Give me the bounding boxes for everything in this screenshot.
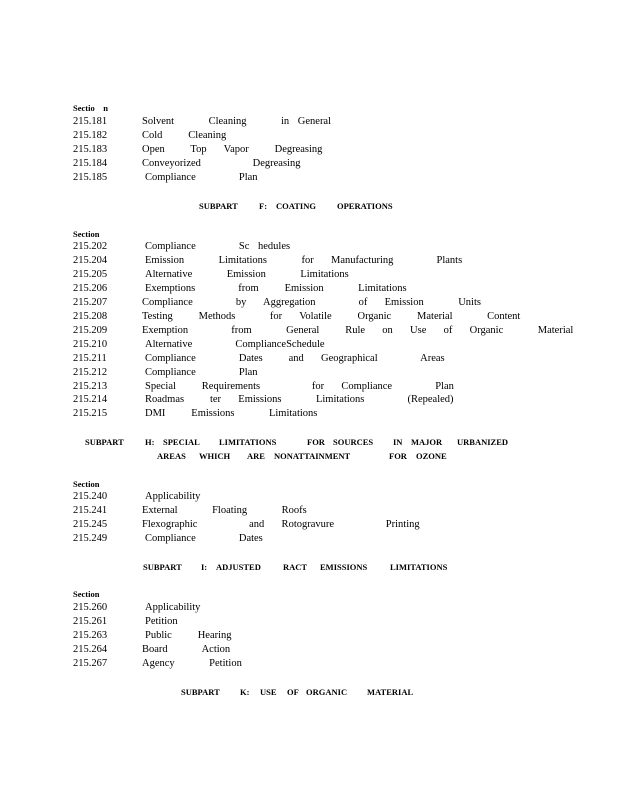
- toc-entry: [0, 240, 618, 254]
- toc-entry: [0, 352, 618, 366]
- section-title: Petition: [145, 616, 178, 627]
- section-title: Compliance Dates: [145, 533, 263, 544]
- section-number: 215.213: [73, 381, 108, 392]
- section-title: Cold Cleaning: [142, 130, 227, 141]
- subpart-word: OPERATIONS: [337, 201, 393, 211]
- section-number: 215.209: [73, 325, 108, 336]
- section-title: Emission Limitations for Manufacturing Plants: [145, 255, 463, 266]
- subpart-word: LIMITATIONS: [390, 562, 448, 572]
- toc-entry: [0, 393, 618, 407]
- section-heading: Section: [73, 479, 100, 489]
- section-number: 215.182: [73, 130, 108, 141]
- subpart-heading-h: [0, 435, 618, 449]
- toc-entry: [0, 157, 618, 171]
- toc-entry: [0, 254, 618, 268]
- subpart-word: SUBPART: [85, 437, 124, 447]
- toc-entry: [0, 407, 618, 421]
- section-title: Agency Petition: [142, 658, 242, 669]
- section-title: Applicability: [145, 602, 201, 613]
- subpart-word: H:: [145, 437, 155, 447]
- subpart-word: USE: [260, 687, 277, 697]
- section-number: 215.204: [73, 255, 108, 266]
- subpart-word: LIMITATIONS: [219, 437, 277, 447]
- section-number: 215.264: [73, 644, 108, 655]
- toc-entry: [0, 324, 618, 338]
- subpart-heading-k: [0, 685, 618, 699]
- section-title: Testing Methods for Volatile Organic Material Content: [142, 311, 521, 322]
- section-title: Open Top Vapor Degreasing: [142, 144, 323, 155]
- section-number: 215.208: [73, 311, 108, 322]
- subpart-word: K:: [240, 687, 250, 697]
- toc-entry: [0, 657, 618, 671]
- section-title: Alternative ComplianceSchedule: [145, 339, 325, 350]
- section-number: 215.183: [73, 144, 108, 155]
- toc-entry: [0, 366, 618, 380]
- toc-entry: [0, 282, 618, 296]
- section-number: 215.207: [73, 297, 108, 308]
- section-number: 215.249: [73, 533, 108, 544]
- section-number: 215.215: [73, 408, 108, 419]
- subpart-word: SPECIAL: [163, 437, 200, 447]
- toc-entry: [0, 143, 618, 157]
- subpart-word: COATING: [276, 201, 316, 211]
- section-title: Flexographic and Rotogravure Printing: [142, 519, 420, 530]
- toc-entry: [0, 504, 618, 518]
- toc-entry: [0, 629, 618, 643]
- section-heading: Section: [73, 229, 100, 239]
- section-number: 215.245: [73, 519, 108, 530]
- section-heading: Sectio n: [73, 103, 108, 113]
- section-title: Compliance Dates and Geographical Areas: [145, 353, 445, 364]
- toc-entry: [0, 643, 618, 657]
- toc-entry: [0, 129, 618, 143]
- toc-entry: [0, 518, 618, 532]
- section-title: Solvent Cleaning in General: [142, 116, 332, 127]
- toc-entry: [0, 380, 618, 394]
- subpart-word: SUBPART: [143, 562, 182, 572]
- toc-entry: [0, 171, 618, 185]
- section-title: External Floating Roofs: [142, 505, 307, 516]
- subpart-word: FOR: [389, 451, 407, 461]
- subpart-word: MAJOR: [411, 437, 443, 447]
- section-number: 215.210: [73, 339, 108, 350]
- section-number: 215.184: [73, 158, 108, 169]
- subpart-word: EMISSIONS: [320, 562, 368, 572]
- toc-entry: [0, 338, 618, 352]
- subpart-word: I:: [201, 562, 208, 572]
- subpart-word: F:: [259, 201, 268, 211]
- subpart-word: NONATTAINMENT: [274, 451, 351, 461]
- section-title: Compliance by Aggregation of Emission Units: [142, 297, 481, 308]
- section-title: Public Hearing: [145, 630, 232, 641]
- section-number: 215.241: [73, 505, 108, 516]
- section-title: Roadmas ter Emissions Limitations (Repealed): [145, 394, 454, 405]
- subpart-word: SUBPART: [181, 687, 220, 697]
- section-number: 215.260: [73, 602, 108, 613]
- subpart-word: WHICH: [199, 451, 231, 461]
- section-title: Conveyorized Degreasing: [142, 158, 301, 169]
- section-heading: Section: [73, 589, 100, 599]
- toc-entry: [0, 268, 618, 282]
- section-title: Exemptions from Emission Limitations: [145, 283, 407, 294]
- section-title: Exemption from General Rule on Use of Organic Material: [142, 325, 574, 336]
- section-number: 215.263: [73, 630, 108, 641]
- section-number: 215.240: [73, 491, 108, 502]
- section-number: 215.202: [73, 241, 108, 252]
- toc-entry: [0, 601, 618, 615]
- subpart-word: SUBPART: [199, 201, 238, 211]
- section-title: Board Action: [142, 644, 231, 655]
- toc-entry: [0, 296, 618, 310]
- subpart-word: FOR: [307, 437, 325, 447]
- section-number: 215.214: [73, 394, 108, 405]
- subpart-heading-i: [0, 560, 618, 574]
- subpart-word: AREAS: [157, 451, 186, 461]
- section-number: 215.267: [73, 658, 108, 669]
- section-number: 215.211: [73, 353, 107, 364]
- section-number: 215.212: [73, 367, 108, 378]
- toc-entry: [0, 490, 618, 504]
- subpart-word: ADJUSTED: [216, 562, 261, 572]
- toc-entry: [0, 615, 618, 629]
- section-number: 215.205: [73, 269, 108, 280]
- subpart-word: OZONE: [416, 451, 447, 461]
- subpart-word: MATERIAL: [367, 687, 414, 697]
- section-number: 215.185: [73, 172, 108, 183]
- toc-entry: [0, 310, 618, 324]
- section-number: 215.181: [73, 116, 108, 127]
- toc-entry: [0, 532, 618, 546]
- section-title: Compliance Sc hedules: [145, 241, 291, 252]
- subpart-word: OF: [287, 687, 299, 697]
- subpart-heading-h-continued: [0, 449, 618, 463]
- subpart-word: URBANIZED: [457, 437, 509, 447]
- toc-entry: [0, 115, 618, 129]
- section-title: Alternative Emission Limitations: [145, 269, 349, 280]
- subpart-word: IN: [393, 437, 403, 447]
- section-title: DMI Emissions Limitations: [145, 408, 318, 419]
- subpart-word: ORGANIC: [306, 687, 348, 697]
- section-number: 215.261: [73, 616, 108, 627]
- section-title: Special Requirements for Compliance Plan: [145, 381, 454, 392]
- subpart-word: ARE: [247, 451, 265, 461]
- section-title: Applicability: [145, 491, 201, 502]
- subpart-word: SOURCES: [333, 437, 374, 447]
- section-number: 215.206: [73, 283, 108, 294]
- subpart-heading-f: [0, 199, 618, 213]
- subpart-word: RACT: [283, 562, 308, 572]
- section-title: Compliance Plan: [145, 367, 258, 378]
- section-title: Compliance Plan: [145, 172, 258, 183]
